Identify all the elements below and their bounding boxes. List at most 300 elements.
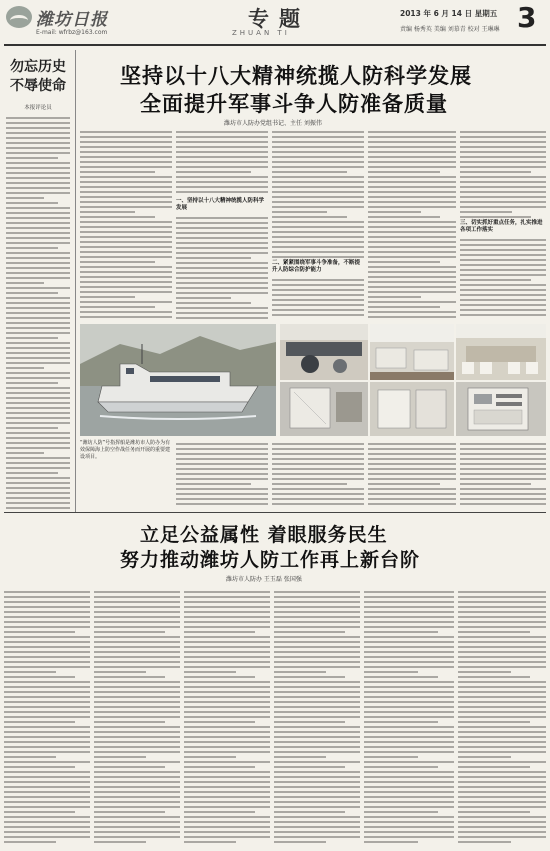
text-line [364,591,454,593]
text-line [94,751,180,753]
text-line [4,676,75,678]
text-line [94,621,180,623]
text-line [272,279,364,281]
text-line [6,322,70,324]
text-line [176,232,268,234]
article1-column [460,236,546,320]
text-line [460,191,546,193]
text-line [6,172,70,174]
text-line [364,706,454,708]
text-line [458,596,546,598]
text-line [272,458,364,460]
text-line [4,696,90,698]
text-line [176,166,268,168]
text-line [176,498,268,500]
text-line [460,473,546,475]
text-line [176,186,268,188]
text-line [6,297,70,299]
text-line [458,686,546,688]
text-line [176,151,268,153]
text-line [184,651,270,653]
text-line [460,171,531,173]
text-line [176,146,268,148]
text-line [6,342,70,344]
text-line [272,448,364,450]
text-line [274,826,360,828]
text-line [364,641,454,643]
text-line [368,468,456,470]
text-line [176,473,268,475]
text-line [460,458,546,460]
text-line [458,691,546,693]
text-line [80,231,172,233]
text-line [458,611,546,613]
text-line [184,671,236,673]
text-line [272,468,364,470]
text-line [368,161,456,163]
text-line [184,806,270,808]
text-line [184,681,270,683]
text-line [368,251,456,253]
text-line [4,781,90,783]
article2-column [184,588,270,846]
text-line [272,221,364,223]
text-line [4,726,90,728]
text-line [458,746,546,748]
text-line [184,656,270,658]
text-line [274,806,360,808]
text-line [274,776,360,778]
text-line [368,141,456,143]
text-line [368,176,456,178]
text-line [4,601,90,603]
text-line [274,666,360,668]
text-line [184,766,255,768]
text-line [458,826,546,828]
text-line [458,731,546,733]
text-line [6,182,70,184]
text-line [4,796,90,798]
text-line [458,716,546,718]
text-line [80,241,172,243]
text-line [6,317,70,319]
text-line [458,736,546,738]
text-line [460,264,546,266]
text-line [4,761,90,763]
text-line [94,811,165,813]
article1-column [272,128,364,258]
side-essay-body [6,114,70,510]
text-line [6,227,70,229]
text-line [184,751,270,753]
text-line [460,279,531,281]
text-line [274,771,360,773]
text-line [6,497,70,499]
text-line [368,443,456,445]
side-essay-title-line2: 不辱使命 [10,78,66,94]
text-line [94,616,180,618]
text-line [272,131,364,133]
text-line [176,282,268,284]
text-line [4,651,90,653]
text-line [176,181,268,183]
text-line [6,197,44,199]
article1-column [368,128,456,320]
text-line [176,317,268,319]
text-line [368,311,456,313]
text-line [6,377,70,379]
text-line [80,191,172,193]
text-line [364,626,454,628]
text-line [94,821,180,823]
text-line [94,836,180,838]
text-line [176,443,268,445]
text-line [460,201,546,203]
text-line [184,621,270,623]
text-line [364,771,454,773]
page-number: 3 [517,1,537,34]
article1-subhead: 三、切实抓好重点任务，扎实推进各项工作落实 [460,220,543,233]
text-line [184,646,270,648]
issue-date: 2013 年 6 月 14 日 星期五 [400,9,498,18]
text-line [4,806,90,808]
text-line [176,302,251,304]
text-line [6,477,70,479]
text-line [6,262,70,264]
text-line [80,286,172,288]
text-line [184,831,270,833]
section-title: 专题 [248,7,310,31]
text-line [460,314,546,316]
text-line [364,671,418,673]
text-line [6,287,70,289]
text-line [458,666,546,668]
text-line [274,596,360,598]
text-line [94,691,180,693]
text-line [176,468,268,470]
text-line [460,244,546,246]
text-line [6,127,70,129]
text-line [184,776,270,778]
text-line [274,621,360,623]
text-line [176,312,268,314]
text-line [6,157,58,159]
article1-subhead: 一、坚持以十八大精神统揽人防科学发展 [176,198,265,211]
text-line [184,716,270,718]
text-line [4,816,90,818]
text-line [274,681,360,683]
text-line [94,736,180,738]
text-line [364,711,454,713]
text-line [80,216,155,218]
text-line [368,493,456,495]
text-line [80,141,172,143]
text-line [364,611,454,613]
text-line [272,146,364,148]
text-line [184,661,270,663]
text-line [4,756,56,758]
newspaper-email: E-mail: wfrbz@163.com [36,29,108,36]
text-line [4,661,90,663]
text-line [184,821,270,823]
text-line [458,771,546,773]
text-line [458,711,546,713]
text-line [6,367,44,369]
text-line [274,716,360,718]
editors-credit: 责编 杨秀英 美编 刘慕青 校对 王琳琳 [400,26,500,33]
newspaper-name: 潍坊日报 [36,10,108,30]
text-line [274,786,360,788]
text-line [274,601,360,603]
text-line [272,241,364,243]
text-line [176,307,268,309]
text-line [80,301,172,303]
text-line [368,226,456,228]
equipment-photo [370,382,454,436]
article2-headline-line1: 立足公益属性 着眼服务民生 [140,524,388,546]
ship-photo [80,324,276,436]
text-line [368,448,456,450]
text-line [272,246,364,248]
article1-subhead: 二、紧紧围绕军事斗争准备，不断提升人防综合防护能力 [272,260,361,273]
text-line [176,478,268,480]
text-line [460,463,546,465]
text-line [4,611,90,613]
text-line [6,337,58,339]
text-line [364,836,454,838]
text-line [4,701,90,703]
text-line [94,606,180,608]
text-line [274,691,360,693]
text-line [94,731,180,733]
text-line [80,306,155,308]
text-line [460,239,546,241]
text-line [458,646,546,648]
text-line [80,196,172,198]
text-line [176,136,268,138]
text-line [80,211,135,213]
text-line [176,453,268,455]
text-line [458,676,530,678]
text-line [368,296,421,298]
text-line [274,696,360,698]
text-line [80,271,172,273]
text-line [184,816,270,818]
text-line [94,741,180,743]
text-line [368,206,456,208]
text-line [80,251,172,253]
text-line [274,821,360,823]
text-line [274,746,360,748]
text-line [460,141,546,143]
text-line [6,417,70,419]
text-line [6,282,44,284]
text-line [4,716,90,718]
text-line [80,161,172,163]
text-line [368,271,456,273]
text-line [272,236,364,238]
text-line [184,741,270,743]
text-line [364,746,454,748]
text-line [368,458,456,460]
text-line [4,656,90,658]
hatch-photo [280,382,368,436]
text-line [4,731,90,733]
text-line [364,631,438,633]
text-line [4,666,90,668]
text-line [184,721,255,723]
text-line [80,176,172,178]
text-line [184,771,270,773]
text-line [6,352,70,354]
text-line [368,191,456,193]
text-line [94,661,180,663]
text-line [94,761,180,763]
text-line [274,731,360,733]
text-line [364,646,454,648]
text-line [364,781,454,783]
text-line [6,222,70,224]
text-line [4,691,90,693]
text-line [368,266,456,268]
text-line [6,137,70,139]
text-line [274,626,360,628]
text-line [6,357,70,359]
text-line [364,601,454,603]
text-line [184,691,270,693]
text-line [458,651,546,653]
text-line [176,503,268,505]
text-line [274,641,360,643]
text-line [80,221,172,223]
text-line [80,156,172,158]
text-line [274,741,360,743]
text-line [6,312,70,314]
text-line [4,776,90,778]
text-line [6,142,70,144]
text-line [94,631,165,633]
side-essay-title [4,58,72,96]
text-line [458,766,530,768]
text-line [80,291,172,293]
text-line [4,646,90,648]
text-line [94,596,180,598]
text-line [272,141,364,143]
text-line [184,726,270,728]
text-line [272,503,364,505]
text-line [94,791,180,793]
text-line [80,166,172,168]
text-line [4,671,56,673]
text-line [368,216,440,218]
text-line [184,676,255,678]
text-line [80,136,172,138]
text-line [4,606,90,608]
text-line [272,453,364,455]
text-line [80,201,172,203]
text-line [368,181,456,183]
text-line [272,201,364,203]
text-line [460,166,546,168]
text-line [460,453,546,455]
text-line [94,626,180,628]
article1-column [460,440,546,508]
article1-column [368,440,456,508]
text-line [6,207,70,209]
text-line [274,816,360,818]
text-line [4,706,90,708]
text-line [184,641,270,643]
text-line [176,272,268,274]
text-line [184,626,270,628]
text-line [274,751,360,753]
text-line [176,227,268,229]
text-line [184,811,255,813]
article2-column [458,588,546,846]
text-line [6,462,70,464]
text-line [460,274,546,276]
text-line [4,746,90,748]
text-line [272,166,364,168]
text-line [94,706,180,708]
text-line [6,117,70,119]
text-line [6,257,70,259]
text-line [94,831,180,833]
text-line [80,261,155,263]
text-line [458,591,546,593]
text-line [4,631,75,633]
text-line [364,621,454,623]
text-line [4,831,90,833]
article1-headline-line1: 坚持以十八大精神统揽人防科学发展 [120,64,472,88]
text-line [6,507,70,509]
text-line [274,686,360,688]
text-line [458,806,546,808]
text-line [460,186,546,188]
article1-column [272,276,364,320]
text-line [6,272,70,274]
text-line [4,841,56,843]
text-line [368,246,456,248]
text-line [458,756,511,758]
text-line [94,721,165,723]
text-line [368,503,456,505]
text-line [94,726,180,728]
text-line [458,621,546,623]
text-line [80,316,172,318]
text-line [364,761,454,763]
text-line [6,247,58,249]
text-line [364,786,454,788]
text-line [458,701,546,703]
text-line [274,831,360,833]
article2-column [4,588,90,846]
text-line [176,222,268,224]
text-line [364,636,454,638]
text-line [4,751,90,753]
text-line [274,671,326,673]
text-line [94,666,180,668]
text-line [274,651,360,653]
text-line [368,473,456,475]
text-line [80,266,172,268]
text-line [460,216,531,218]
text-line [368,151,456,153]
text-line [364,766,438,768]
text-line [368,146,456,148]
text-line [4,616,90,618]
text-line [274,611,360,613]
